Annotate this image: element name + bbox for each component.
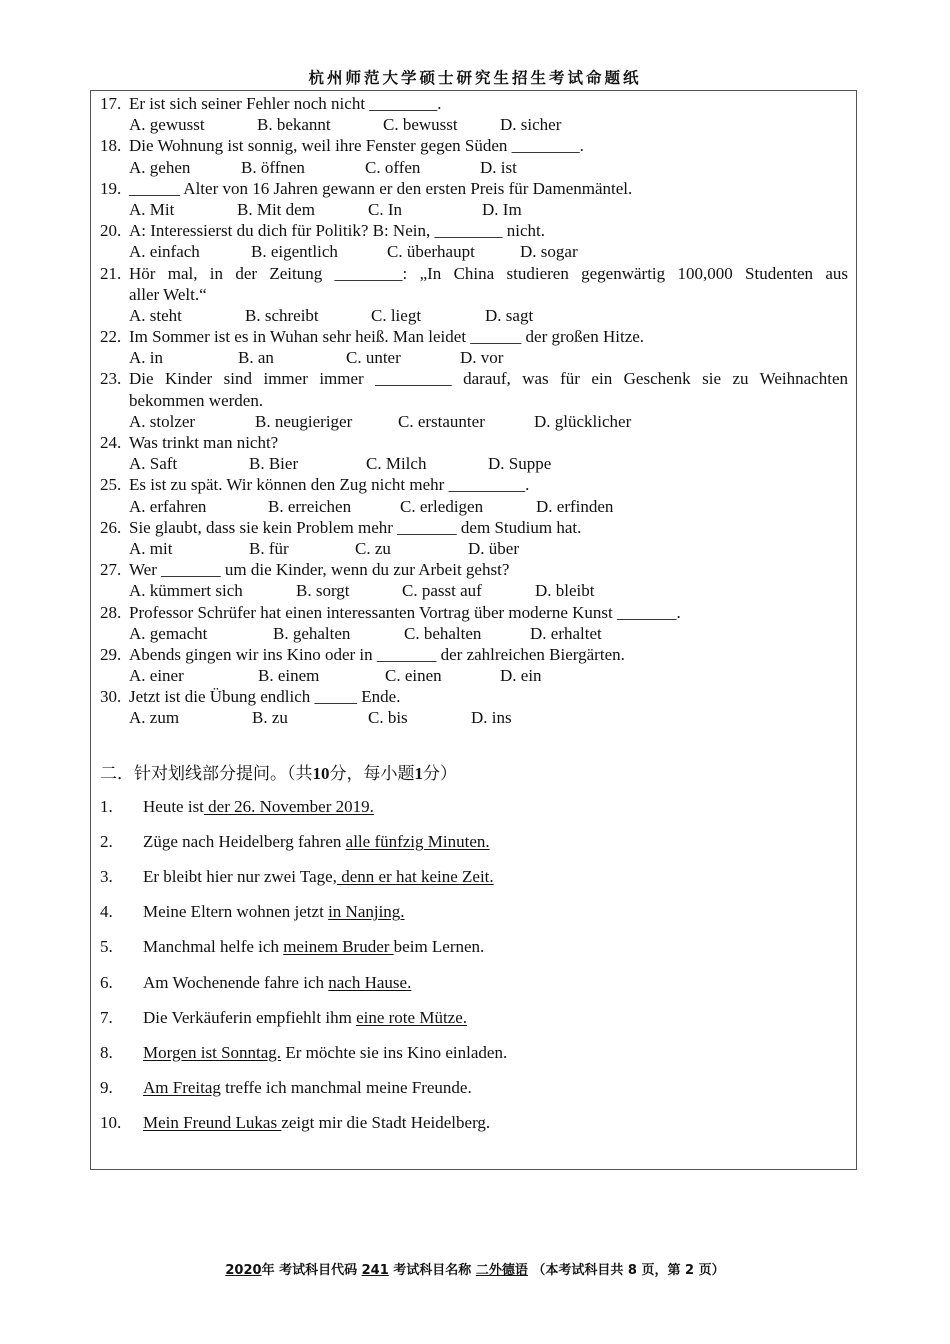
option-b: B. an: [238, 348, 274, 368]
item-text-after: treffe ich manchmal meine Freunde.: [220, 1077, 472, 1097]
question-22: [100, 326, 848, 347]
question-item: [100, 867, 494, 887]
item-text-before: Die Verkäuferin empfiehlt ihm: [143, 1007, 357, 1027]
question-stem: Er ist sich seiner Fehler noch nicht ________.: [129, 94, 442, 113]
option-a: A. einfach: [129, 242, 200, 262]
option-b: B. sorgt: [296, 581, 350, 601]
item-number: 6.: [100, 972, 113, 992]
question-item: [100, 797, 374, 817]
options-row: [100, 623, 848, 644]
option-c: C. erstaunter: [398, 411, 485, 431]
options-row: [100, 496, 848, 517]
question-stem: Wer _______ um die Kinder, wenn du zur Arbeit gehst?: [129, 560, 510, 580]
item-text-after: Er möchte sie ins Kino einladen.: [281, 1042, 508, 1062]
option-c: C. In: [368, 199, 402, 219]
option-d: D. vor: [460, 348, 504, 368]
option-b: B. erreichen: [268, 496, 352, 516]
question-item: [100, 937, 484, 957]
exam-frame: [90, 90, 857, 1170]
question-21: [100, 263, 848, 284]
question-stem: Im Sommer ist es in Wuhan sehr heiß. Man leidet ______ der großen Hitze.: [129, 327, 645, 347]
option-a: A. stolzer: [129, 411, 196, 431]
option-a: A. gehen: [129, 157, 191, 177]
question-item: [100, 1078, 472, 1098]
option-d: D. sagt: [485, 305, 534, 325]
option-a: A. zum: [129, 708, 180, 728]
item-underlined-text: der 26. November 2019.: [203, 797, 374, 816]
item-underlined-text: Am Freitag: [143, 1077, 221, 1097]
question-23: [100, 368, 848, 389]
option-a: A. mit: [129, 538, 173, 558]
question-stem: Es ist zu spät. Wir können den Zug nicht mehr _________.: [129, 475, 530, 495]
option-b: B. einem: [258, 666, 320, 686]
options-row: [100, 347, 848, 368]
question-number: 17.: [100, 94, 122, 113]
question-30: [100, 686, 848, 707]
option-d: D. glücklicher: [534, 411, 632, 431]
option-a: A. gewusst: [129, 115, 205, 135]
question-stem: Was trinkt man nicht?: [129, 433, 279, 452]
question-29: [100, 644, 848, 665]
item-number: 9.: [100, 1077, 113, 1097]
question-number: 19.: [100, 178, 122, 198]
multiple-choice-section: [100, 93, 848, 729]
item-number: 7.: [100, 1007, 113, 1027]
option-b: B. öffnen: [241, 157, 305, 177]
question-17: [100, 93, 848, 114]
question-25: [100, 474, 848, 495]
option-b: B. für: [249, 538, 289, 558]
option-a: A. erfahren: [129, 496, 207, 516]
item-underlined-text: in Nanjing.: [328, 902, 405, 922]
item-text-before: Er bleibt hier nur zwei Tage,: [143, 867, 337, 887]
item-underlined-text: Morgen ist Sonntag.: [143, 1042, 282, 1062]
item-text-before: Manchmal helfe ich: [143, 937, 284, 957]
option-c: C. offen: [365, 157, 421, 177]
item-text-after: zeigt mir die Stadt Heidelberg.: [281, 1112, 491, 1132]
question-number: 25.: [100, 475, 122, 495]
item-text-before: Heute ist: [143, 797, 204, 816]
item-number: 8.: [100, 1042, 113, 1062]
question-stem: A: Interessierst du dich für Politik? B: Nein, ________ nicht.: [129, 221, 545, 241]
item-underlined-text: alle fünfzig Minuten.: [345, 832, 490, 852]
options-row: [100, 580, 848, 601]
option-c: C. Milch: [366, 454, 427, 474]
option-d: D. über: [468, 538, 519, 558]
option-d: D. erfinden: [536, 496, 614, 516]
option-b: B. Mit dem: [237, 199, 315, 219]
item-underlined-text: eine rote Mütze.: [356, 1007, 468, 1027]
question-stem-line-2: bekommen werden.: [129, 390, 264, 410]
option-c: C. erledigen: [400, 496, 484, 516]
question-stem-continued: [100, 284, 848, 305]
question-stem-continued: [100, 390, 848, 411]
options-row: [100, 707, 848, 728]
question-number: 23.: [100, 369, 122, 389]
item-underlined-text: Mein Freund Lukas: [143, 1112, 282, 1132]
option-c: C. zu: [355, 538, 391, 558]
options-row: [100, 411, 848, 432]
option-a: A. Mit: [129, 199, 175, 219]
item-underlined-text: meinem Bruder: [283, 937, 394, 957]
question-number: 20.: [100, 221, 122, 241]
option-c: C. überhaupt: [387, 242, 475, 262]
item-number: 1.: [100, 797, 113, 816]
question-stem: ______ Alter von 16 Jahren gewann er den ersten Preis für Damenmäntel.: [129, 178, 633, 198]
option-d: D. sogar: [520, 242, 578, 262]
question-stem: Sie glaubt, dass sie kein Problem mehr _______ dem Studium hat.: [129, 517, 582, 537]
option-d: D. ein: [500, 666, 542, 686]
option-c: C. liegt: [371, 305, 422, 325]
question-stem: Abends gingen wir ins Kino oder in _______ der zahlreichen Biergärten.: [129, 644, 625, 664]
option-d: D. ist: [480, 157, 517, 177]
question-number: 26.: [100, 517, 122, 537]
option-a: A. in: [129, 348, 163, 368]
option-d: D. Im: [482, 199, 522, 219]
question-number: 22.: [100, 327, 122, 347]
option-c: C. behalten: [404, 623, 482, 643]
question-item: [100, 1113, 490, 1133]
question-number: 21.: [100, 263, 122, 283]
options-row: [100, 305, 848, 326]
question-stem: Die Wohnung ist sonnig, weil ihre Fenster gegen Süden ________.: [129, 136, 584, 156]
option-a: A. Saft: [129, 454, 178, 474]
option-c: C. einen: [385, 666, 442, 686]
question-stem: Die Kinder sind immer immer _________ darauf, was für ein Geschenk sie zu Weihnachten: [129, 369, 848, 389]
question-number: 29.: [100, 644, 122, 664]
page-title: 杭州师范大学硕士研究生招生考试命题纸: [308, 69, 642, 87]
option-c: C. unter: [346, 348, 401, 368]
options-row: [100, 538, 848, 559]
item-number: 10.: [100, 1112, 122, 1132]
question-20: [100, 220, 848, 241]
question-stem: Jetzt ist die Übung endlich _____ Ende.: [129, 687, 401, 707]
option-c: C. passt auf: [402, 581, 482, 601]
option-d: D. sicher: [500, 115, 562, 135]
question-number: 18.: [100, 136, 122, 156]
item-underlined-text: nach Hause.: [328, 972, 412, 992]
question-stem: Professor Schrüfer hat einen interessanten Vortrag über moderne Kunst _______.: [129, 602, 681, 622]
options-row: [100, 114, 848, 135]
item-text-before: Am Wochenende fahre ich: [143, 972, 329, 992]
options-row: [100, 241, 848, 262]
option-d: D. ins: [471, 708, 512, 728]
options-row: [100, 199, 848, 220]
option-d: D. bleibt: [535, 581, 595, 601]
question-number: 28.: [100, 602, 122, 622]
question-stem: Hör mal, in der Zeitung ________: „In China studieren gegenwärtig 100,000 Studenten aus: [129, 263, 848, 283]
item-text-before: Züge nach Heidelberg fahren: [143, 832, 346, 852]
option-b: B. bekannt: [257, 115, 331, 135]
option-d: D. erhaltet: [530, 623, 602, 643]
item-underlined-text: denn er hat keine Zeit.: [336, 867, 494, 887]
item-number: 2.: [100, 832, 113, 852]
question-item: [100, 902, 405, 922]
item-number: 3.: [100, 867, 113, 887]
question-stem-line-2: aller Welt.“: [129, 284, 207, 304]
question-item: [100, 1043, 507, 1063]
question-28: [100, 602, 848, 623]
option-b: B. Bier: [249, 454, 299, 474]
options-row: [100, 157, 848, 178]
option-c: C. bis: [368, 708, 408, 728]
item-text-before: Meine Eltern wohnen jetzt: [143, 902, 329, 922]
option-b: B. gehalten: [273, 623, 351, 643]
option-b: B. eigentlich: [251, 242, 338, 262]
question-24: [100, 432, 848, 453]
option-d: D. Suppe: [488, 454, 552, 474]
option-a: A. kümmert sich: [129, 581, 243, 601]
option-a: A. gemacht: [129, 623, 208, 643]
option-a: A. einer: [129, 666, 184, 686]
question-item: [100, 832, 490, 852]
item-text-after: beim Lernen.: [393, 937, 485, 957]
question-number: 24.: [100, 433, 122, 452]
option-c: C. bewusst: [383, 115, 458, 135]
option-a: A. steht: [129, 305, 182, 325]
question-18: [100, 135, 848, 156]
option-b: B. zu: [252, 708, 288, 728]
question-26: [100, 517, 848, 538]
option-b: B. schreibt: [245, 305, 319, 325]
options-row: [100, 665, 848, 686]
question-item: [100, 973, 411, 993]
option-b: B. neugieriger: [255, 411, 353, 431]
section-2-title: 二．针对划线部分提问。（共10分，每小题1分）: [100, 764, 457, 784]
question-item: [100, 1008, 467, 1028]
page-footer: 2020年 考试科目代码 241 考试科目名称 二外德语 （本考试科目共 8 页，第 2 页）: [225, 1263, 725, 1278]
question-27: [100, 559, 848, 580]
item-number: 5.: [100, 937, 113, 957]
question-19: [100, 178, 848, 199]
question-number: 27.: [100, 560, 122, 580]
options-row: [100, 453, 848, 474]
item-number: 4.: [100, 902, 113, 922]
question-number: 30.: [100, 687, 122, 707]
